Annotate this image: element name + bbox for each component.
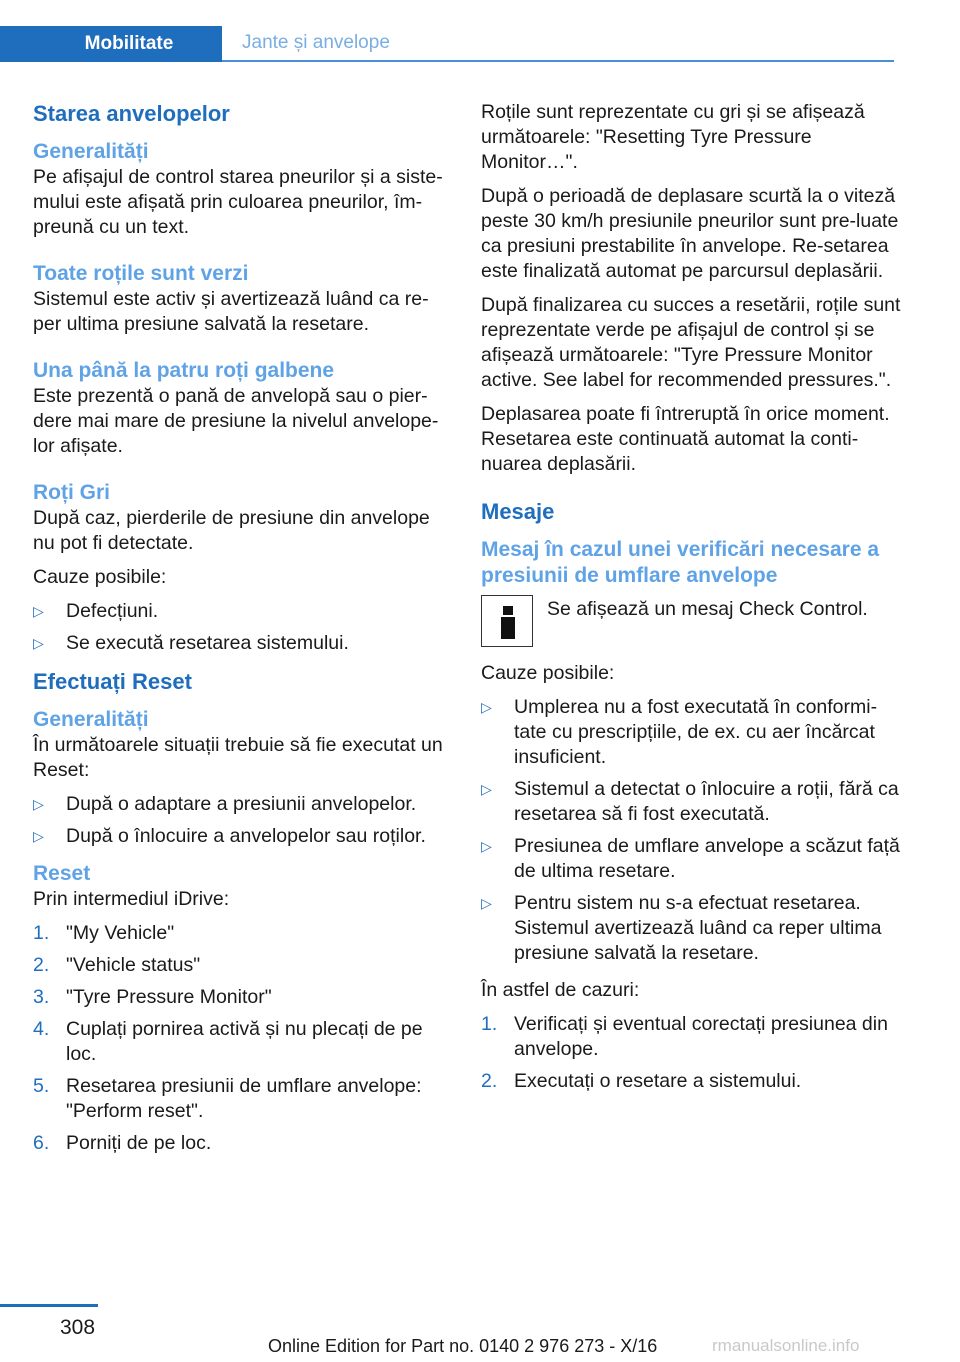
grey-causes-list	[33, 599, 451, 656]
heading-general: Generalități	[33, 140, 149, 163]
heading-reset: Reset	[33, 862, 91, 885]
list-item: ▷ Sistemul a detectat o înlocuire a roții, fără ca resetarea să fi fost executată.	[481, 777, 901, 827]
list-item	[481, 1069, 901, 1094]
list-item	[33, 1131, 451, 1156]
step-number: 6.	[33, 1132, 50, 1154]
section-tab-label: Mobilitate	[84, 33, 174, 54]
paragraph-idrive: Prin intermediul iDrive:	[33, 888, 230, 910]
info-note	[481, 595, 901, 647]
step-text: Resetarea presiunii de umflare anvelope: "Perform reset".	[66, 1075, 422, 1122]
list-item: ▷ După o înlocuire a anvelopelor sau roților.	[33, 824, 451, 849]
page-number: 308	[60, 1316, 96, 1339]
actions-list	[481, 1012, 901, 1094]
step-text: "Tyre Pressure Monitor"	[66, 986, 272, 1008]
step-text: Porniți de pe loc.	[66, 1132, 212, 1154]
heading-general-reset: Generalități	[33, 708, 149, 731]
step-text: Cuplați pornirea activă și nu plecați de pe loc.	[66, 1018, 423, 1065]
list-item	[33, 1074, 451, 1124]
heading-messages: Mesaje	[481, 499, 555, 524]
chapter-tab-label: Jante și anvelope	[242, 32, 390, 53]
list-item: ▷ Pentru sistem nu s-a efectuat resetarea. Sistemul avertizează luând ca reper ultima presiune salvată la resetare.	[481, 891, 901, 966]
heading-yellow-wheels: Una până la patru roți galbene	[33, 359, 335, 382]
step-number: 3.	[33, 986, 50, 1008]
footer-rule	[0, 1304, 98, 1307]
step-number: 4.	[33, 1018, 50, 1040]
list-item: ▷ Defecțiuni.	[33, 599, 451, 624]
chapter-tab	[222, 26, 894, 62]
left-column	[33, 100, 451, 1168]
section-tab	[0, 26, 222, 62]
paragraph-possible-causes: Cauze posibile:	[33, 566, 167, 588]
list-item	[481, 1012, 901, 1062]
page-header	[0, 0, 960, 64]
paragraph-possible-causes: Cauze posibile:	[481, 662, 615, 684]
info-text: Se afișează un mesaj Check Control.	[547, 598, 868, 620]
paragraph-yellow-wheels: Este prezentă o pană de anvelopă sau o pier-dere mai mare de presiune la nivelul anvelope-lor afișate.	[33, 385, 439, 457]
list-item: ▷ Umplerea nu a fost executată în conformi-tate cu prescripțiile, de ex. cu aer încărcat insuficient.	[481, 695, 901, 770]
heading-check-pressure-message: Mesaj în cazul unei verificări necesare a presiunii de umflare anvelope	[481, 538, 880, 587]
list-item	[33, 1017, 451, 1067]
paragraph-reset-situations: În următoarele situații trebuie să fie executat un Reset:	[33, 734, 443, 781]
watermark: rmanualsonline.info	[712, 1336, 860, 1355]
paragraph-such-cases: În astfel de cazuri:	[481, 979, 640, 1001]
paragraph-all-green: Sistemul este activ și avertizează luând ca re-per ultima presiune salvată la resetare.	[33, 288, 429, 335]
paragraph-interrupt: Deplasarea poate fi întreruptă în orice moment. Resetarea este continuată automat la conti-nuarea deplasării.	[481, 403, 890, 475]
list-item: ▷ Se execută resetarea sistemului.	[33, 631, 451, 656]
info-icon	[481, 595, 533, 647]
list-item: ▷ Presiunea de umflare anvelope a scăzut față de ultima resetare.	[481, 834, 901, 884]
reset-steps-list	[33, 921, 451, 1156]
step-number: 2.	[481, 1070, 498, 1092]
heading-do-reset: Efectuați Reset	[33, 669, 192, 694]
list-item	[33, 985, 451, 1010]
step-text: "Vehicle status"	[66, 954, 201, 976]
paragraph-grey-wheels: După caz, pierderile de presiune din anvelope nu pot fi detectate.	[33, 507, 430, 554]
paragraph-general: Pe afișajul de control starea pneurilor și a siste-mului este afișată prin culoarea pneurilor, îm-preună cu un text.	[33, 166, 443, 238]
step-number: 1.	[481, 1013, 498, 1035]
paragraph-reset-success: După finalizarea cu succes a resetării, roțile sunt reprezentate verde pe afișajul de control și se afișează următoarele: "Tyre Pressure Monitor active. See label for recommended pressures.".	[481, 294, 901, 391]
step-text: "My Vehicle"	[66, 922, 175, 944]
step-number: 5.	[33, 1075, 50, 1097]
causes-list	[481, 695, 901, 966]
list-item	[33, 921, 451, 946]
step-number: 1.	[33, 922, 50, 944]
step-text: Verificați și eventual corectați presiunea din anvelope.	[514, 1013, 888, 1060]
step-text: Executați o resetare a sistemului.	[514, 1070, 802, 1092]
step-number: 2.	[33, 954, 50, 976]
list-item	[33, 953, 451, 978]
heading-grey-wheels: Roți Gri	[33, 481, 110, 504]
paragraph-grey-wheels-display: Roțile sunt reprezentate cu gri și se afișează următoarele: "Resetting Tyre Pressure Monitor…".	[481, 101, 865, 173]
right-column	[481, 100, 901, 1106]
edition-line: Online Edition for Part no. 0140 2 976 273 - X/16	[268, 1336, 658, 1356]
reset-situations-list	[33, 792, 451, 849]
heading-tyre-status: Starea anvelopelor	[33, 101, 230, 126]
heading-all-green: Toate roțile sunt verzi	[33, 262, 249, 285]
list-item: ▷ După o adaptare a presiunii anvelopelor.	[33, 792, 451, 817]
paragraph-after-drive: După o perioadă de deplasare scurtă la o viteză peste 30 km/h presiunile pneurilor sunt pre-luate ca presiuni prestabilite în anvelope. Re-setarea este finalizată automat pe parcursul deplasării.	[481, 185, 899, 282]
